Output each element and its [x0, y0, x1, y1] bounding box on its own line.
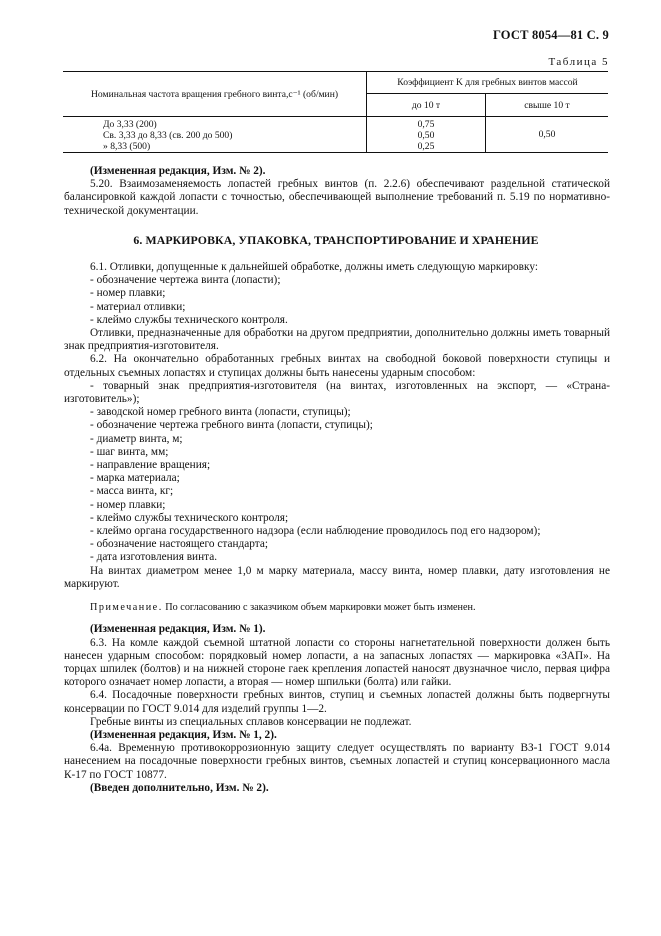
table-cell: Св. 3,33 до 8,33 (св. 200 до 500) — [103, 130, 233, 142]
table-col-v1 — [367, 117, 486, 153]
amendment-note: (Измененная редакция, Изм. № 2). — [90, 165, 266, 177]
table-cell: 0,25 — [417, 141, 435, 153]
table-5 — [63, 71, 608, 153]
paragraph-6-4a: 6.4а. Временную противокоррозионную защиту следует осуществлять по варианту ВЗ-1 ГОСТ 9.014 нанесением на посадочные поверхности гребных винтов, съемных лопастей и ступиц консервационного масла К-17 по ГОСТ 10877. — [64, 742, 610, 781]
list-item: - масса винта, кг; — [90, 485, 174, 498]
table-subheader-1: до 10 т — [367, 94, 486, 117]
paragraph-6-2b: На винтах диаметром менее 1,0 м марку материала, массу винта, номер плавки, дату изготовления не маркируют. — [64, 564, 610, 590]
list-item: - диаметр винта, м; — [90, 432, 183, 445]
list-item: - направление вращения; — [90, 459, 211, 472]
table-header-coef: Коэффициент K для гребных винтов массой — [367, 72, 609, 94]
paragraph-6-3: 6.3. На комле каждой съемной штатной лопасти со стороны нагнетательной поверхности должен быть нанесен ударным способом: порядковый номер лопасти, а на запасных лопастях — маркировка «ЗАП». На торцах шпилек (болтов) и на нижней стороне гаек крепления лопастей наносят двузначное число, первая цифра которого означает номер лопасти, а вторая — номер шпильки (болта) или гайки. — [64, 636, 610, 689]
list-item: - клеймо службы технического контроля; — [90, 511, 289, 524]
list-item: - обозначение настоящего стандарта; — [90, 538, 268, 551]
section-title: 6. МАРКИРОВКА, УПАКОВКА, ТРАНСПОРТИРОВАНИЕ И ХРАНЕНИЕ — [133, 232, 539, 247]
list-item: - клеймо службы технического контроля. — [90, 313, 288, 326]
table-cell: До 3,33 (200) — [103, 119, 157, 130]
list-item: - номер плавки; — [90, 498, 166, 511]
paragraph-6-1: 6.1. Отливки, допущенные к дальнейшей обработке, должны иметь следующую маркировку: — [90, 261, 538, 274]
paragraph-5-20: 5.20. Взаимозаменяемость лопастей гребных винтов (п. 2.2.6) обеспечивают раздельной статической балансировкой каждой лопасти с точностью, обеспечивающей выполнение требований п. 5.19 по нормативно-технической документации. — [64, 178, 610, 217]
amendment-note: (Измененная редакция, Изм. № 1). — [90, 623, 266, 636]
list-item: - дата изготовления винта. — [90, 551, 218, 564]
list-item: - обозначение чертежа гребного винта (лопасти, ступицы); — [90, 419, 373, 432]
table-cell-v2: 0,50 — [538, 129, 556, 141]
table-cell: 0,75 — [417, 119, 435, 130]
note-text: По согласованию с заказчиком объем маркировки может быть изменен. — [162, 602, 476, 614]
list-6-1 — [90, 274, 610, 327]
list-item: - клеймо органа государственного надзора (если наблюдение проводилось под его надзором); — [90, 525, 541, 538]
table-header-param: Номинальная частота вращения гребного винта,с⁻¹ (об/мин) — [63, 72, 367, 117]
table-subheader-2: свыше 10 т — [486, 94, 609, 117]
list-item: - номер плавки; — [90, 287, 166, 300]
note — [90, 601, 610, 614]
amendment-note: (Измененная редакция, Изм. № 1, 2). — [90, 728, 277, 741]
list-item: - заводской номер гребного винта (лопасти, ступицы); — [90, 406, 351, 419]
main-text — [64, 165, 610, 795]
list-item: - товарный знак предприятия-изготовителя (на винтах, изготовленных на экспорт, — «Страна-изготовитель»); — [64, 379, 610, 406]
list-item: - шаг винта, мм; — [90, 445, 169, 458]
page-header-gost: ГОСТ 8054—81 С. 9 — [492, 28, 609, 42]
table-label: Таблица 5 — [548, 56, 609, 68]
list-item: - марка материала; — [90, 472, 180, 485]
note-label: Примечание. — [90, 602, 163, 614]
paragraph-6-2: 6.2. На окончательно обработанных гребных винтах на свободной боковой поверхности ступицы и отдельных съемных лопастях и ступицах должны быть нанесены ударным способом: — [64, 353, 610, 379]
paragraph-6-4: 6.4. Посадочные поверхности гребных винтов, ступиц и съемных лопастей должны быть подвергнуты консервации по ГОСТ 9.014 для изделий группы 1—2. — [64, 689, 610, 715]
table-cell: » 8,33 (500) — [103, 141, 151, 153]
list-item: - материал отливки; — [90, 300, 186, 313]
list-item: - обозначение чертежа винта (лопасти); — [90, 274, 281, 287]
table-bottom-rule — [63, 152, 608, 153]
table-col-param — [63, 117, 367, 153]
table-cell: 0,50 — [417, 130, 435, 142]
list-6-2 — [64, 379, 610, 565]
paragraph-6-1b: Отливки, предназначенные для обработки на другом предприятии, дополнительно должны иметь товарный знак предприятия-изготовителя. — [64, 327, 610, 353]
paragraph-6-4b: Гребные винты из специальных сплавов консервации не подлежат. — [90, 715, 412, 728]
amendment-note: (Введен дополнительно, Изм. № 2). — [90, 781, 269, 794]
